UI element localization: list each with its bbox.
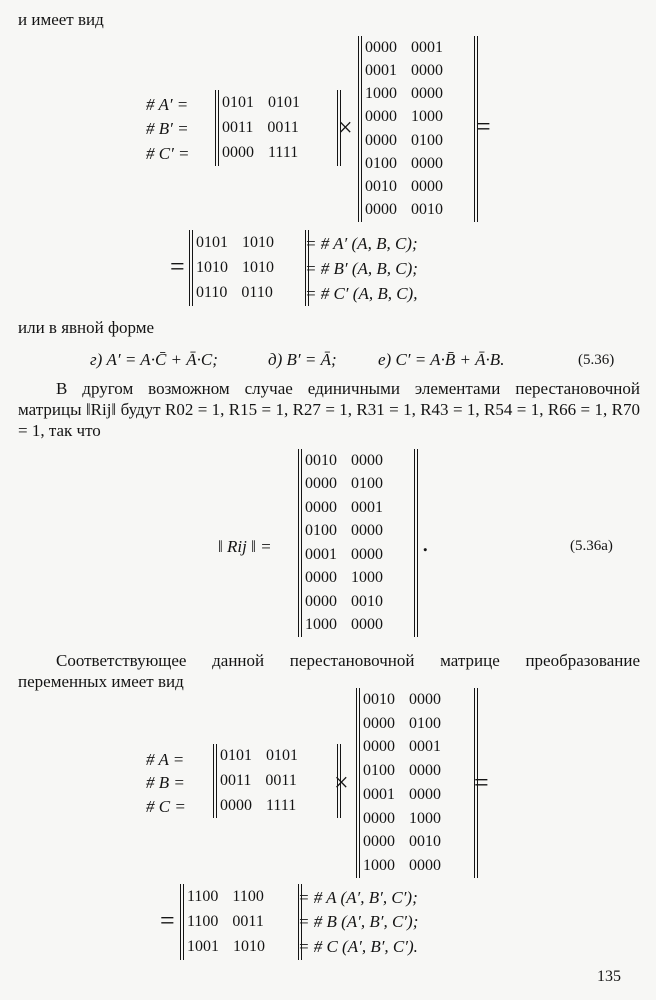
result-label-c: = # C (A′, B′, C′). (298, 937, 418, 956)
matrix-row: 0010 0000 (363, 690, 441, 708)
matrix-row: 0000 1000 (365, 108, 443, 126)
matrix-row: 0000 1000 (305, 569, 383, 587)
matrix-row: 0000 0100 (363, 714, 441, 732)
equals-sign: = (170, 252, 185, 281)
paragraph-transform: Соответствующее данной перестановочной матрице преобразование переменных имеет вид (18, 651, 640, 691)
explicit-form-text: или в явной форме (18, 318, 155, 337)
matrix-row: 0001 0000 (365, 61, 443, 79)
result-label-a: = # A (A′, B′, C′); (298, 888, 418, 907)
matrix-row: 0000 0010 (365, 201, 443, 219)
result-label-b: = # B (A′, B′, C′); (298, 912, 419, 931)
matrix-row: 1000 0000 (363, 857, 441, 875)
matrix-row: 0000 1111 (222, 144, 299, 162)
label-c-prime: # C′ = (146, 144, 190, 163)
matrix-row: 0010 0000 (305, 451, 383, 469)
paragraph-permutation: В другом возможном случае единичными элементами перестановочной матрицы ‖Rij‖ будут R02 = 1, R15 = 1, R27 = 1, R31 = 1, R43 = 1, R54 = 1, R66 = 1, R70 = 1, так что (18, 379, 640, 440)
matrix-row: 1000 0000 (365, 85, 443, 103)
matrix-row: 0101 0101 (220, 747, 298, 765)
matrix-row: 0001 0000 (305, 545, 383, 563)
matrix-row: 0011 0011 (220, 771, 297, 789)
equation-number: (5.36) (578, 352, 615, 368)
matrix-row: 0000 1000 (363, 809, 441, 827)
matrix-row: 0001 0000 (363, 785, 441, 803)
equation-g: г) A′ = A·C̄ + Ā·C; (90, 350, 218, 369)
equals-sign: = (476, 112, 491, 141)
label-b-prime: # B′ = (146, 119, 189, 138)
matrix-row: 0011 0011 (222, 118, 299, 136)
result-matrix-1 (189, 230, 309, 306)
matrix-abc (213, 744, 341, 818)
equation-number-a: (5.36a) (570, 538, 613, 554)
label-a: # A = (146, 750, 185, 769)
matrix-row: 0000 0010 (363, 833, 441, 851)
times-sign: × (334, 768, 349, 797)
matrix-row: 1100 1100 (187, 887, 264, 905)
matrix-row: 0000 0001 (365, 38, 443, 56)
matrix-row: 0000 0100 (305, 475, 383, 493)
result-label-c: = # C′ (A, B, C), (305, 284, 418, 303)
equation-e: е) C′ = A·B̄ + Ā·B. (378, 350, 505, 369)
equals-sign: = (474, 768, 489, 797)
times-sign: × (338, 113, 353, 142)
result-label-a: = # A′ (A, B, C); (305, 234, 418, 253)
equation-d: д) B′ = Ā; (268, 350, 337, 369)
matrix-row: 1100 0011 (187, 912, 264, 930)
matrix-row: 0000 1111 (220, 796, 297, 814)
matrix-row: 0100 0000 (365, 154, 443, 172)
period-dot: . (422, 528, 429, 557)
label-c: # C = (146, 797, 186, 816)
label-a-prime: # A′ = (146, 95, 189, 114)
matrix-row: 1000 0000 (305, 616, 383, 634)
label-b: # B = (146, 773, 185, 792)
result-label-b: = # B′ (A, B, C); (305, 259, 418, 278)
permutation-matrix-2 (356, 688, 478, 878)
equals-sign: = (160, 906, 175, 935)
matrix-row: 0110 0110 (196, 284, 273, 302)
matrix-row: 0000 0001 (305, 498, 383, 516)
permutation-matrix-1 (358, 36, 478, 222)
matrix-row: 0010 0000 (365, 178, 443, 196)
page-number: 135 (597, 968, 621, 985)
result-matrix-2 (180, 884, 302, 960)
matrix-row: 0101 1010 (196, 233, 274, 251)
matrix-row: 0100 0000 (305, 522, 383, 540)
matrix-row: 1010 1010 (196, 258, 274, 276)
matrix-row: 0000 0100 (365, 131, 443, 149)
matrix-row: 1001 1010 (187, 938, 265, 956)
matrix-row: 0100 0000 (363, 762, 441, 780)
matrix-abc-prime (215, 90, 341, 166)
intro-text: и имеет вид (18, 10, 104, 29)
matrix-row: 0000 0001 (363, 738, 441, 756)
matrix-row: 0101 0101 (222, 93, 300, 111)
matrix-row: 0000 0010 (305, 592, 383, 610)
permutation-matrix-rij (298, 449, 418, 637)
rij-label: ‖ Rij ‖ = (218, 537, 272, 556)
